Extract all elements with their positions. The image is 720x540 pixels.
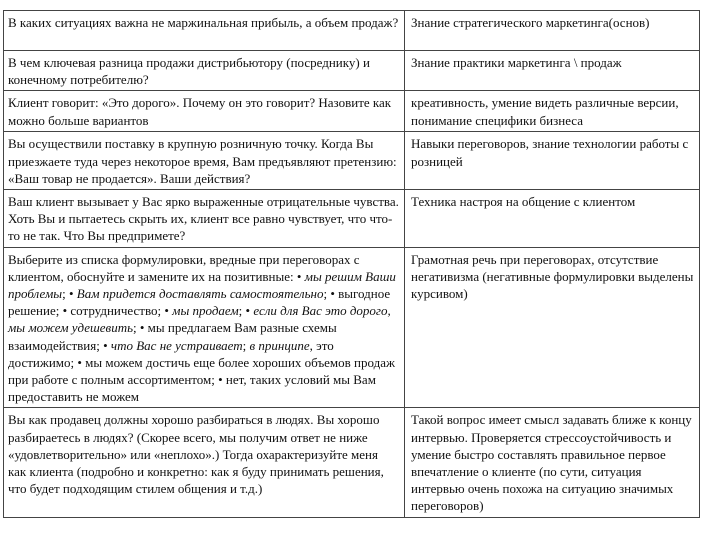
table-row [4,91,700,132]
question-text: ; • мы предлагаем Вам разные схемы взаимодействия; • [8,320,337,353]
answer-cell: Грамотная речь при переговорах, отсутствие негативизма (негативные формулировки выделены курсивом) [405,247,700,408]
question-text: , это достижимо; • мы можем достичь еще более хороших объемов продаж при работе с полным ассортиментом; • нет, таких условий мы Вам предоставить не можем [8,337,395,405]
question-cell: Вы осуществили поставку в крупную розничную точку. Когда Вы приезжаете туда через некоторое время, Вам предъявляют претензию: «Ваш товар не продается». Ваши действия? [4,132,405,190]
table-row [4,11,700,51]
question-cell: Ваш клиент вызывает у Вас ярко выраженные отрицательные чувства. Хоть Вы и пытаетесь скрыть их, клиент все равно чувствует, что что-то не так. Что Вы предпримете? [4,190,405,248]
table-row [4,408,700,517]
answer-cell: Такой вопрос имеет смысл задавать ближе к концу интервью. Проверяется стрессоустойчивость и умение быстро составлять правильное первое впечатление о клиенте (по сути, ситуация интервью очень похожа на ситуацию значимых переговоров) [405,408,700,517]
question-cell: Клиент говорит: «Это дорого». Почему он это говорит? Назовите как можно больше вариантов [4,91,405,132]
question-cell: Вы как продавец должны хорошо разбираться в людях. Вы хорошо разбираетесь в людях? (Скорее всего, мы получим ответ не ниже «удовлетворительно» или «неплохо».) Тогда охарактеризуйте меня как клиента (подробно и конкретно: как я буду принимать решения, что будет подходящим стилем общения и т.д.) [4,408,405,517]
answer-cell: Знание стратегического маркетинга(основ) [405,11,700,51]
table-row [4,247,700,408]
negative-phrase: в принципе [249,337,310,353]
negative-phrase: мы решим Ваши проблемы [8,268,396,302]
negative-phrase: что Вас не устраивает [110,337,243,353]
question-text: ; • [238,303,254,319]
question-text: ; • выгодное решение; • сотрудничество; • [8,286,391,319]
question-cell: В каких ситуациях важна не маржинальная прибыль, а объем продаж? [4,11,405,51]
answer-cell: Знание практики маркетинга \ продаж [405,51,700,91]
question-text: ; [242,337,250,353]
negative-phrase: если для Вас это дорого, мы можем удешевить [8,303,391,336]
answer-cell: Навыки переговоров, знание технологии работы с розницей [405,132,700,190]
question-cell [4,247,405,408]
interview-questions-table [3,10,700,518]
answer-cell: Техника настроя на общение с клиентом [405,190,700,248]
table-row [4,51,700,91]
question-text: ; • [62,286,77,302]
negative-phrase: мы продаем [172,303,239,319]
negative-phrase: Вам придется доставлять самостоятельно [76,286,324,302]
table-row [4,190,700,248]
question-cell: В чем ключевая разница продажи дистрибьютору (посреднику) и конечному потребителю? [4,51,405,91]
answer-cell: креативность, умение видеть различные версии, понимание специфики бизнеса [405,91,700,132]
question-text: Выберите из списка формулировки, вредные при переговорах с клиентом, обоснуйте и замените их на позитивные: • [8,251,360,284]
table-row [4,132,700,190]
